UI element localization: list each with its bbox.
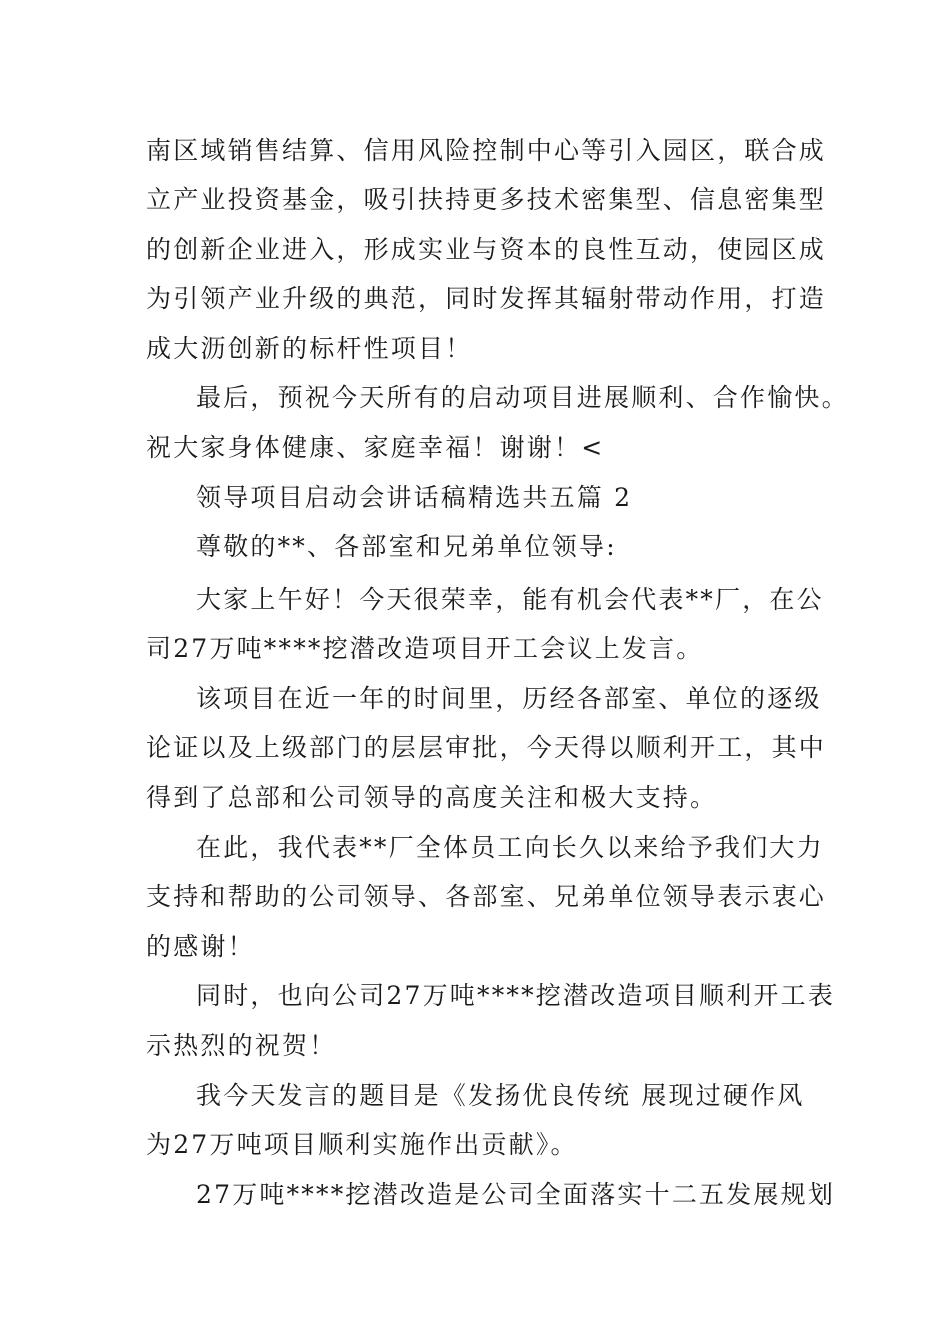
salutation: 尊敬的**、各部室和兄弟单位领导: bbox=[196, 532, 617, 561]
section-title: 领导项目启动会讲话稿精选共五篇 2 bbox=[196, 483, 633, 512]
text-line: 支持和帮助的公司领导、各部室、兄弟单位领导表示衷心 bbox=[146, 882, 827, 911]
text-line: 祝大家身体健康、家庭幸福！谢谢！< bbox=[146, 433, 605, 462]
text-line: 立产业投资基金，吸引扶持更多技术密集型、信息密集型 bbox=[146, 185, 827, 214]
text-line: 该项目在近一年的时间里，历经各部室、单位的逐级 bbox=[196, 684, 822, 713]
text-line: 的感谢！ bbox=[146, 932, 255, 961]
text-line: 27万吨****挖潜改造是公司全面落实十二五发展规划 bbox=[196, 1180, 836, 1209]
text-line: 司27万吨****挖潜改造项目开工会议上发言。 bbox=[146, 634, 704, 663]
text-line: 南区域销售结算、信用风险控制中心等引入园区，联合成 bbox=[146, 136, 827, 165]
text-line: 在此，我代表**厂全体员工向长久以来给予我们大力 bbox=[196, 833, 824, 862]
text-line: 的创新企业进入，形成实业与资本的良性互动，使园区成 bbox=[146, 235, 827, 264]
text-line: 同时，也向公司27万吨****挖潜改造项目顺利开工表 bbox=[196, 981, 836, 1010]
text-line: 为27万吨项目顺利实施作出贡献》。 bbox=[146, 1130, 578, 1159]
text-line: 大家上午好！今天很荣幸，能有机会代表**厂，在公 bbox=[196, 585, 824, 614]
text-line: 示热烈的祝贺！ bbox=[146, 1031, 337, 1060]
text-line: 我今天发言的题目是《发扬优良传统 展现过硬作风 bbox=[196, 1081, 805, 1110]
text-line: 为引领产业升级的典范，同时发挥其辐射带动作用，打造 bbox=[146, 284, 827, 313]
text-line: 得到了总部和公司领导的高度关注和极大支持。 bbox=[146, 783, 718, 812]
text-line: 论证以及上级部门的层层审批，今天得以顺利开工，其中 bbox=[146, 733, 827, 762]
text-line: 成大沥创新的标杆性项目！ bbox=[146, 334, 473, 363]
text-line: 最后，预祝今天所有的启动项目进展顺利、合作愉快。 bbox=[196, 383, 849, 412]
